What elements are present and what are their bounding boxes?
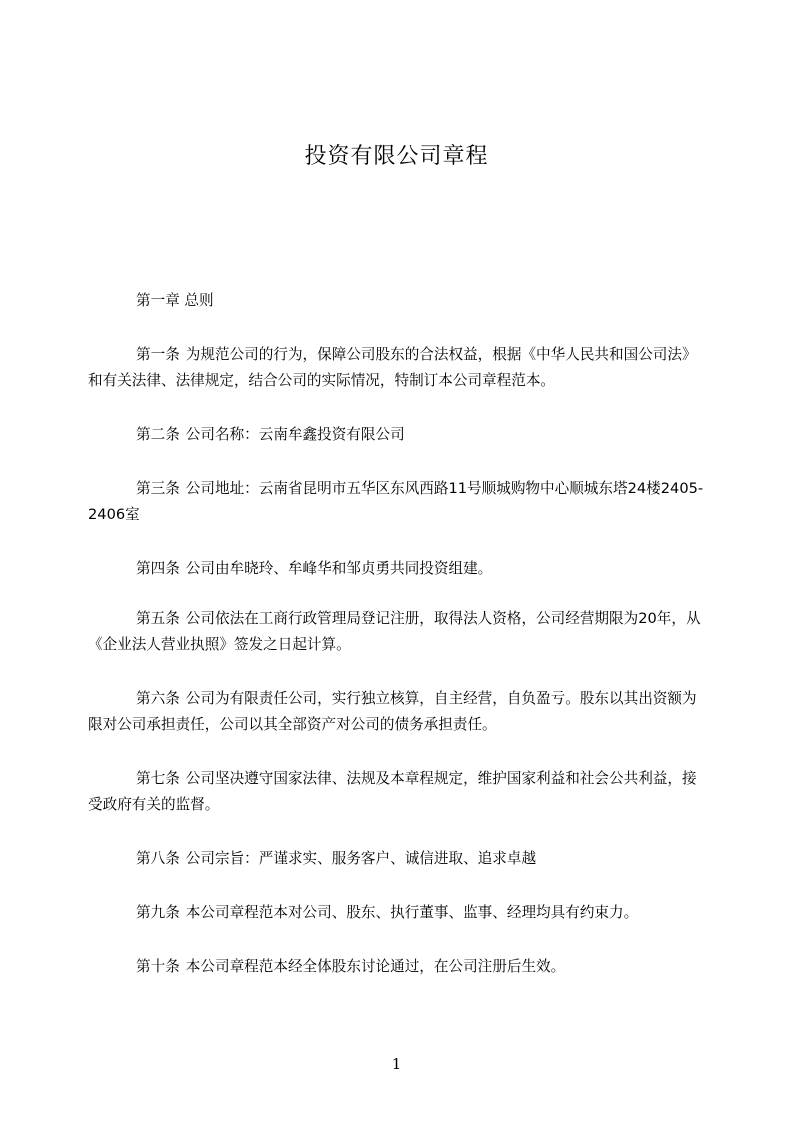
- article-number: 第四条: [136, 560, 180, 577]
- article-text: 本公司章程范本经全体股东讨论通过，在公司注册后生效。: [185, 958, 566, 975]
- article-9: [88, 900, 708, 926]
- article-number: 第六条: [136, 690, 180, 707]
- article-10: [88, 954, 708, 980]
- article-text: 公司由牟晓玲、牟峰华和邹贞勇共同投资组建。: [185, 560, 493, 577]
- article-5: [88, 606, 708, 658]
- article-text: 公司坚决遵守国家法律、法规及本章程规定，维护国家利益和社会公共利益，接受政府有关的监督。: [88, 770, 697, 813]
- article-4: [88, 556, 708, 582]
- article-text: 公司为有限责任公司，实行独立核算，自主经营，自负盈亏。股东以其出资额为限对公司承担责任，公司以其全部资产对公司的债务承担责任。: [88, 690, 697, 733]
- article-number: 第八条: [136, 850, 180, 867]
- chapter-heading: [88, 288, 708, 314]
- article-8: [88, 846, 708, 872]
- article-text: 为规范公司的行为，保障公司股东的合法权益，根据《中华人民共和国公司法》和有关法律、法律规定，结合公司的实际情况，特制订本公司章程范本。: [88, 346, 697, 389]
- document-title: 投资有限公司章程: [304, 144, 489, 169]
- page-number: 1: [391, 1055, 402, 1073]
- article-number: 第九条: [136, 904, 180, 921]
- article-text: 公司地址：云南省昆明市五华区东风西路11号顺城购物中心顺城东塔24楼2405-2406室: [88, 480, 704, 523]
- article-number: 第十条: [136, 958, 180, 975]
- article-text: 本公司章程范本对公司、股东、执行董事、监事、经理均具有约束力。: [185, 904, 639, 921]
- article-text: 公司名称：云南牟鑫投资有限公司: [185, 426, 405, 443]
- article-text: 公司宗旨：严谨求实、服务客户、诚信进取、追求卓越: [185, 850, 537, 867]
- article-number: 第三条: [136, 480, 180, 497]
- article-7: [88, 766, 708, 818]
- article-text: 公司依法在工商行政管理局登记注册，取得法人资格，公司经营期限为20年，从《企业法人营业执照》签发之日起计算。: [88, 610, 701, 653]
- article-number: 第一条: [136, 346, 180, 363]
- article-1: [88, 342, 708, 394]
- article-2: [88, 422, 708, 448]
- article-3: [88, 476, 708, 528]
- article-number: 第七条: [136, 770, 180, 787]
- chapter-heading-text: 第一章 总则: [136, 292, 214, 309]
- article-number: 第二条: [136, 426, 180, 443]
- article-number: 第五条: [136, 610, 180, 627]
- article-6: [88, 686, 708, 738]
